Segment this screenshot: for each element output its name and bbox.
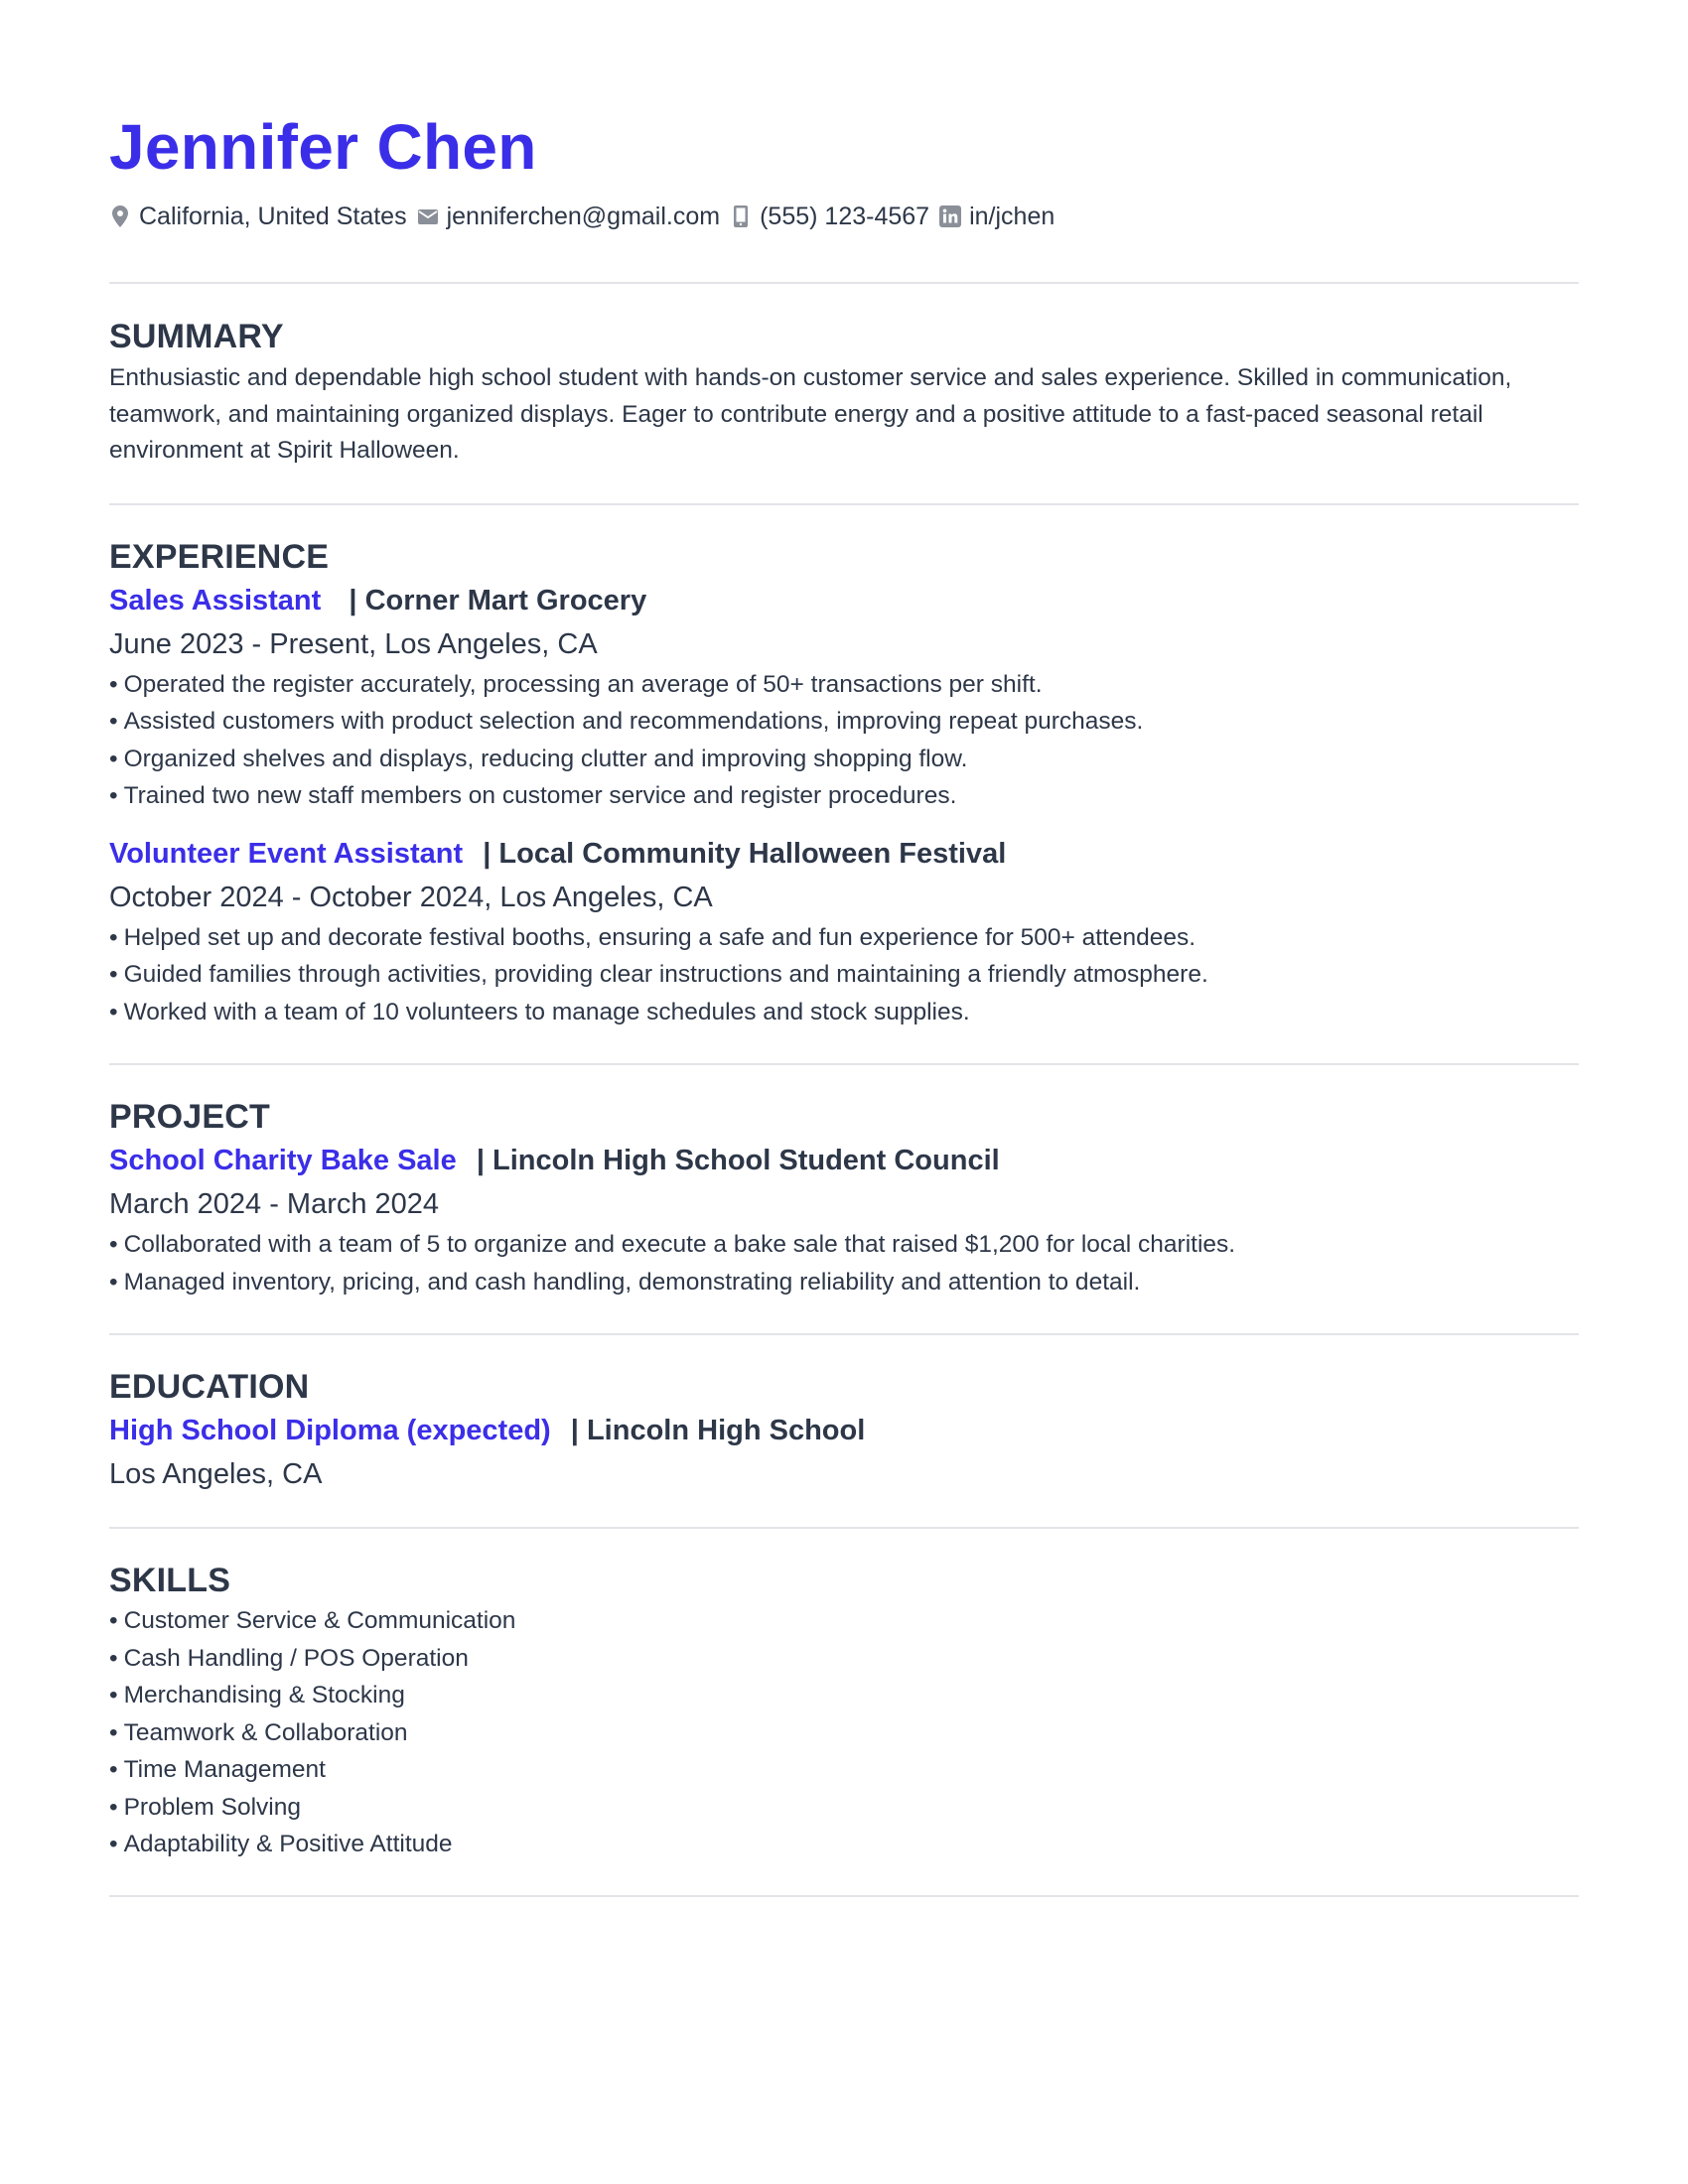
skills-heading: SKILLS xyxy=(109,1562,231,1599)
section-divider xyxy=(109,1333,1579,1335)
list-item: • Merchandising & Stocking xyxy=(109,1677,1579,1714)
project-bullets xyxy=(109,1226,1579,1300)
list-item: • Problem Solving xyxy=(109,1789,1579,1827)
list-item: • Assisted customers with product selection and recommendations, improving repeat purchases. xyxy=(109,703,1579,741)
job-dates-location: June 2023 - Present, Los Angeles, CA xyxy=(109,627,598,660)
role-line xyxy=(109,581,1579,620)
skills-list xyxy=(109,1602,1579,1863)
list-item: • Operated the register accurately, processing an average of 50+ transactions per shift. xyxy=(109,666,1579,704)
separator: | xyxy=(349,584,357,616)
location-pin-icon xyxy=(109,205,131,227)
list-item: • Time Management xyxy=(109,1751,1579,1789)
section-divider xyxy=(109,1895,1579,1897)
candidate-name: Jennifer Chen xyxy=(109,111,537,183)
phone-icon xyxy=(730,205,752,227)
role-line xyxy=(109,834,1579,874)
list-item: • Worked with a team of 10 volunteers to manage schedules and stock supplies. xyxy=(109,994,1579,1031)
job-bullets xyxy=(109,919,1579,1031)
list-item: • Teamwork & Collaboration xyxy=(109,1714,1579,1752)
school-name: Lincoln High School xyxy=(586,1415,866,1446)
job-dates-location: October 2024 - October 2024, Los Angeles, CA xyxy=(109,881,713,913)
list-item: • Helped set up and decorate festival booths, ensuring a safe and fun experience for 500+ attendees. xyxy=(109,919,1579,957)
list-item: • Adaptability & Positive Attitude xyxy=(109,1826,1579,1863)
education-heading: EDUCATION xyxy=(109,1368,310,1406)
phone-text[interactable]: (555) 123-4567 xyxy=(760,203,930,230)
project-org: Lincoln High School Student Council xyxy=(492,1145,1000,1176)
section-divider xyxy=(109,1063,1579,1065)
skills-section xyxy=(109,1561,1579,1863)
job-title: Sales Assistant xyxy=(109,584,322,616)
summary-section xyxy=(109,317,1579,470)
project-title: School Charity Bake Sale xyxy=(109,1145,457,1176)
employer-name: Local Community Halloween Festival xyxy=(498,837,1007,870)
contact-location xyxy=(109,201,407,232)
contact-email[interactable] xyxy=(417,201,721,232)
list-item: • Trained two new staff members on customer service and register procedures. xyxy=(109,777,1579,815)
contact-bar xyxy=(109,201,1579,232)
project-heading: PROJECT xyxy=(109,1098,270,1136)
list-item: • Guided families through activities, providing clear instructions and maintaining a friendly atmosphere. xyxy=(109,956,1579,994)
job-bullets xyxy=(109,666,1579,815)
list-item: • Organized shelves and displays, reducing clutter and improving shopping flow. xyxy=(109,741,1579,778)
envelope-icon xyxy=(417,205,439,227)
role-line xyxy=(109,1141,1579,1180)
section-divider xyxy=(109,1527,1579,1529)
contact-linkedin[interactable] xyxy=(939,201,1055,232)
role-line xyxy=(109,1411,1579,1450)
separator: | xyxy=(483,837,492,870)
separator: | xyxy=(476,1145,485,1176)
email-link[interactable]: jenniferchen@gmail.com xyxy=(446,203,721,230)
list-item: • Managed inventory, pricing, and cash handling, demonstrating reliability and attention to detail. xyxy=(109,1264,1579,1301)
experience-heading: EXPERIENCE xyxy=(109,537,330,576)
list-item: • Collaborated with a team of 5 to organize and execute a bake sale that raised $1,200 for local charities. xyxy=(109,1226,1579,1264)
summary-heading: SUMMARY xyxy=(109,318,284,355)
project-dates: March 2024 - March 2024 xyxy=(109,1188,440,1220)
location-text: California, United States xyxy=(139,203,407,230)
project-section xyxy=(109,1097,1579,1300)
degree-title: High School Diploma (expected) xyxy=(109,1415,551,1446)
list-item: • Cash Handling / POS Operation xyxy=(109,1640,1579,1678)
summary-text: Enthusiastic and dependable high school student with hands-on customer service and sales experience. Skilled in communication, teamwork, and maintaining organized displays. Eager to contribute energy and a positive attitude to a fast-paced seasonal retail environment at Spirit Halloween. xyxy=(109,364,1512,464)
section-divider xyxy=(109,282,1579,284)
school-location: Los Angeles, CA xyxy=(109,1458,323,1490)
education-section xyxy=(109,1367,1579,1494)
list-item: • Customer Service & Communication xyxy=(109,1602,1579,1640)
experience-entry xyxy=(109,581,1579,815)
employer-name: Corner Mart Grocery xyxy=(364,584,647,616)
section-divider xyxy=(109,503,1579,505)
separator: | xyxy=(570,1415,579,1446)
linkedin-icon xyxy=(939,205,961,227)
experience-section xyxy=(109,537,1579,1031)
experience-entry xyxy=(109,834,1579,1031)
job-title: Volunteer Event Assistant xyxy=(109,837,464,870)
contact-phone[interactable] xyxy=(730,201,929,232)
linkedin-text[interactable]: in/jchen xyxy=(969,203,1055,230)
